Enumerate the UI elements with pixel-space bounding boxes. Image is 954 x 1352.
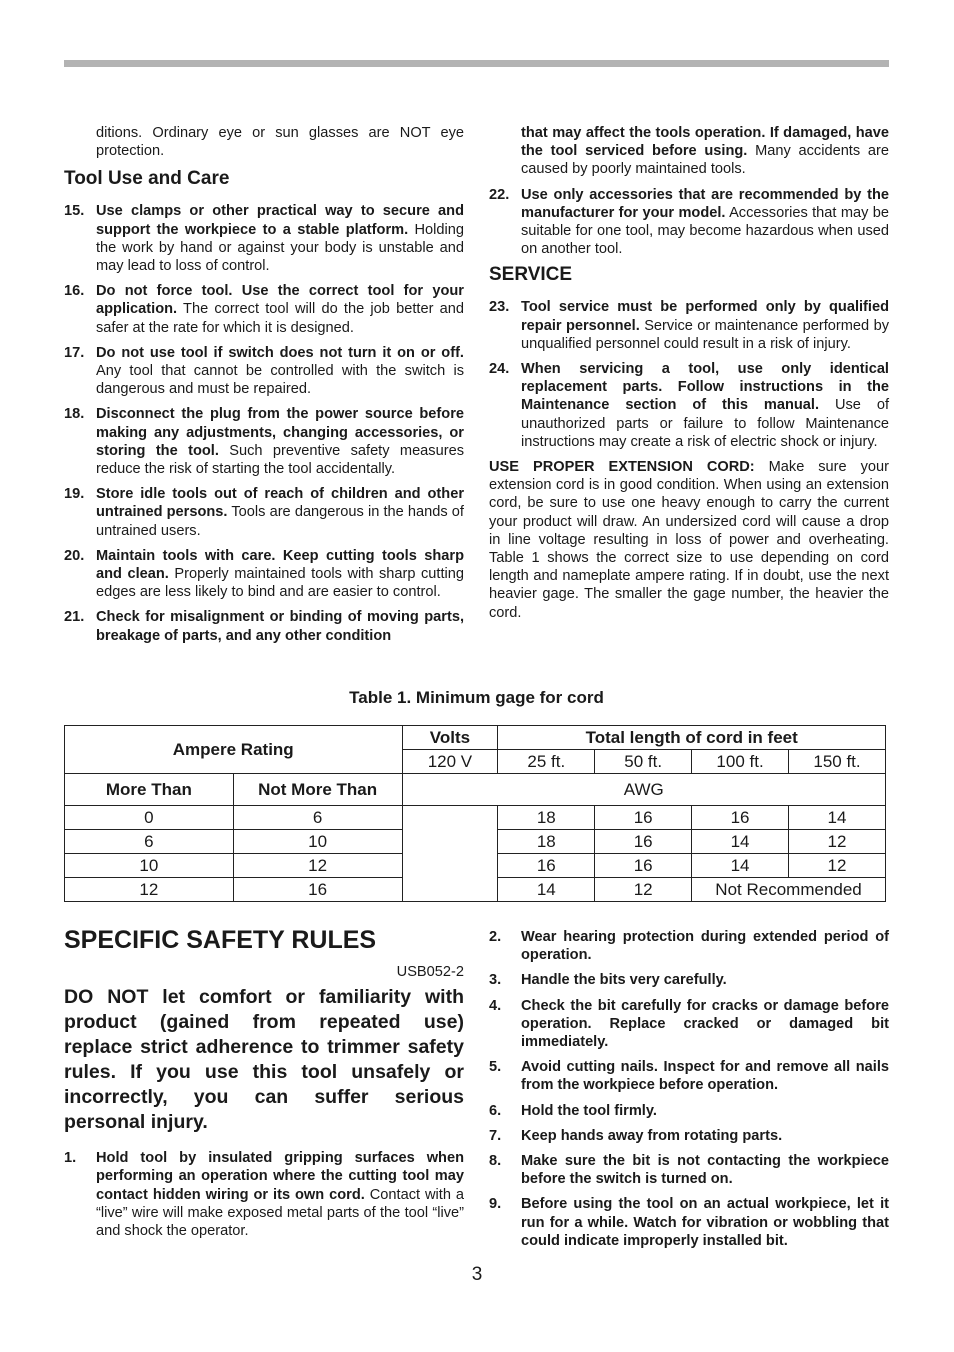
rule-item: 7. Keep hands away from rotating parts.: [489, 1127, 783, 1144]
cell-voltage: 120 V: [402, 750, 498, 774]
cell-length: 50 ft.: [595, 750, 692, 774]
continuation-text: that may affect the tools operation. If damaged, have the tool serviced before using. Many accidents are caused by poorly maintained tools.: [521, 125, 889, 178]
right-column-top: [489, 124, 889, 622]
continuation-text: ditions. Ordinary eye or sun glasses are NOT eye protection.: [96, 125, 464, 160]
rule-item: 17. Do not use tool if switch does not turn it on or off. Any tool that cannot be controlled with the switch is dangerous and must be repaired.: [64, 344, 464, 398]
cell-not-more: 12: [233, 854, 402, 878]
header-rule: [64, 60, 889, 67]
cell-gage: 14: [789, 806, 886, 830]
header-total-length: Total length of cord in feet: [498, 726, 886, 750]
page-number: 3: [471, 1264, 483, 1285]
header-not-more-than: Not More Than: [233, 774, 402, 806]
cell-gage: 18: [498, 806, 595, 830]
cell-more: 12: [65, 878, 234, 902]
rule-item: 5. Avoid cutting nails. Inspect for and remove all nails from the workpiece before operation.: [489, 1059, 889, 1094]
section-heading-service: SERVICE: [489, 264, 573, 286]
cell-gage: 16: [595, 854, 692, 878]
rule-item: 19. Store idle tools out of reach of children and other untrained persons. Tools are dangerous in the hands of untrained users.: [64, 486, 464, 539]
table-row: [65, 806, 886, 830]
rule-item: 23. Tool service must be performed only by qualified repair personnel. Service or maintenance performed by unqualified personnel could result in a risk of injury.: [489, 299, 889, 352]
header-ampere-rating: Ampere Rating: [65, 726, 403, 774]
rule-item: 22. Use only accessories that are recommended by the manufacturer for your model. Accessories that may be suitable for one tool, may become hazardous when used on another tool.: [489, 186, 889, 258]
cell-gage: 14: [498, 878, 595, 902]
cell-gage: 16: [595, 806, 692, 830]
cell-more: 0: [65, 806, 234, 830]
rule-item: 1. Hold tool by insulated gripping surfaces when performing an operation where the cutting tool may contact hidden wiring or its own cord. Contact with a “live” wire will make exposed metal parts of the tool “live” and shock the operator.: [64, 1150, 464, 1240]
cell-gage: 12: [789, 830, 886, 854]
rule-item: 18. Disconnect the plug from the power source before making any adjustments, changing accessories, or storing the tool. Such preventive safety measures reduce the risk of starting the tool accidentally.: [64, 406, 464, 478]
cell-length: 100 ft.: [692, 750, 789, 774]
rule-item: 24. When servicing a tool, use only identical replacement parts. Follow instructions in the Maintenance section of this manual. Use of unauthorized parts or failure to follow Maintenance instructions may create a risk of electric shock or injury.: [489, 361, 890, 450]
cell-gage: 16: [595, 830, 692, 854]
cell-gage: 12: [789, 854, 886, 878]
header-volts: Volts: [402, 726, 498, 750]
cell-gage: 14: [692, 854, 789, 878]
cell-more: 6: [65, 830, 234, 854]
table-row: [65, 774, 886, 806]
rule-item: 2. Wear hearing protection during extended period of operation.: [489, 929, 889, 964]
cell-awg: AWG: [402, 774, 886, 806]
cell-not-more: 10: [233, 830, 402, 854]
safety-warning: DO NOT let comfort or familiarity with product (gained from repeated use) replace strict adherence to trimmer safety rules. If you use this tool unsafely or incorrectly, you can suffer serious personal injury.: [64, 986, 464, 1134]
left-column-top: [64, 124, 464, 645]
cell-not-recommended: Not Recommended: [692, 878, 886, 902]
document-code: USB052-2: [396, 964, 464, 980]
rule-item: 8. Make sure the bit is not contacting the workpiece before the switch is turned on.: [489, 1153, 889, 1188]
cell-gage: 16: [498, 854, 595, 878]
table-row: [65, 726, 886, 750]
extension-cord-paragraph: USE PROPER EXTENSION CORD: Make sure your extension cord is in good condition. When using an extension cord, be sure to use one heavy enough to carry the current your product will draw. An undersized cord will cause a drop in line voltage resulting in loss of power and overheating. Table 1 shows the correct size to use depending on cord length and nameplate ampere rating. If in doubt, use the next heavier gage. The smaller the gage number, the heavier the cord.: [489, 459, 889, 621]
cell-gage: 18: [498, 830, 595, 854]
right-column-bottom: [489, 928, 889, 1250]
cell-blank: [402, 806, 498, 902]
rule-item: 4. Check the bit carefully for cracks or damage before operation. Replace cracked or damaged bit immediately.: [489, 997, 889, 1051]
rule-item: 6. Hold the tool firmly.: [489, 1102, 657, 1119]
cell-not-more: 16: [233, 878, 402, 902]
cell-gage: 12: [595, 878, 692, 902]
rule-item: 16. Do not force tool. Use the correct tool for your application. The correct tool will do the job better and safer at the rate for which it is designed.: [64, 283, 464, 336]
cell-gage: 14: [692, 830, 789, 854]
left-column-bottom: [64, 925, 464, 1240]
rule-item: 9. Before using the tool on an actual workpiece, let it run for a while. Watch for vibration or wobbling that could indicate improperly installed bit.: [489, 1196, 889, 1249]
specific-safety-heading: SPECIFIC SAFETY RULES: [64, 926, 377, 954]
section-heading-tool-use: Tool Use and Care: [64, 168, 230, 190]
header-more-than: More Than: [65, 774, 234, 806]
rule-item: 3. Handle the bits very carefully.: [489, 972, 727, 989]
cell-length: 150 ft.: [789, 750, 886, 774]
cord-gage-table: [64, 725, 886, 902]
rule-item: 21. Check for misalignment or binding of moving parts, breakage of parts, and any other condition: [64, 609, 464, 644]
rule-item: 20. Maintain tools with care. Keep cutting tools sharp and clean. Properly maintained tools with sharp cutting edges are less likely to bind and are easier to control.: [64, 547, 464, 601]
cell-more: 10: [65, 854, 234, 878]
cell-not-more: 6: [233, 806, 402, 830]
table-title: Table 1. Minimum gage for cord: [349, 688, 604, 707]
rule-item: 15. Use clamps or other practical way to secure and support the workpiece to a stable platform. Holding the work by hand or against your body is unstable and may lead to loss of control.: [64, 203, 464, 275]
cell-length: 25 ft.: [498, 750, 595, 774]
cell-gage: 16: [692, 806, 789, 830]
